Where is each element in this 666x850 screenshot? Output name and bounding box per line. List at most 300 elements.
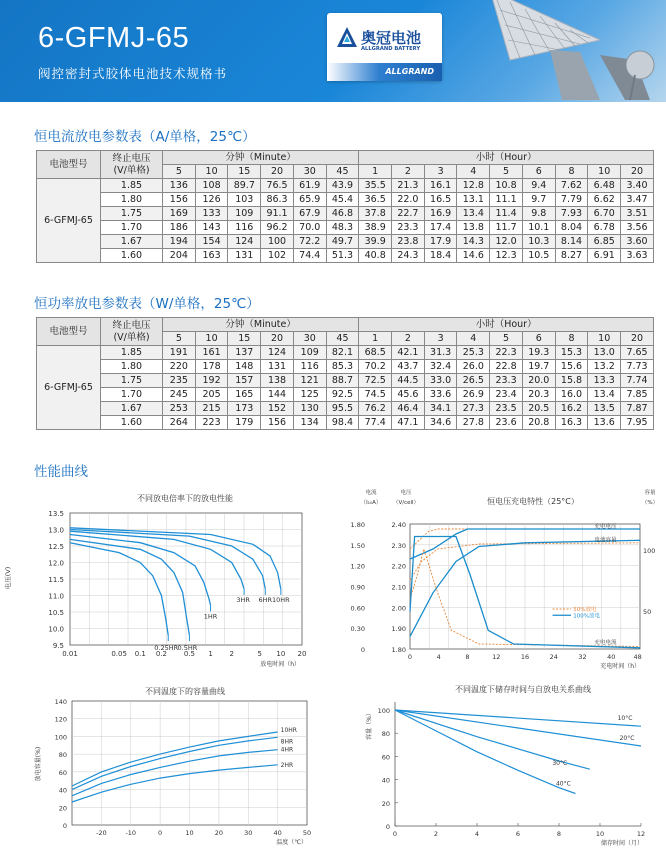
chart2-x-tick: 32 [578, 653, 587, 661]
table-cell: 3.56 [621, 221, 654, 235]
chart1-y-tick: 10.5 [48, 609, 64, 617]
hour-header: 8 [555, 332, 588, 346]
chart3-title: 不同温度下的容量曲线 [145, 687, 225, 696]
table-cell: 16.3 [555, 416, 588, 430]
table-row [37, 193, 654, 207]
chart1-x-tick: 2 [229, 650, 234, 658]
minute-header: 10 [195, 332, 228, 346]
chart2-x-tick: 4 [436, 653, 441, 661]
chart2-current-tick: 0.30 [350, 625, 365, 634]
chart2-current-tick: 0 [360, 646, 365, 654]
chart3-x-tick: 30 [244, 829, 253, 837]
chart2-voltage-tick: 2.40 [391, 521, 406, 529]
table-cell: 23.8 [392, 235, 425, 249]
chart4-y-tick: 20 [381, 799, 390, 808]
minute-header: 15 [228, 332, 261, 346]
chart3-x-tick: 40 [273, 829, 282, 837]
table-cell: 86.3 [261, 193, 294, 207]
minute-header: 20 [261, 165, 294, 179]
table-cell: 6.78 [588, 221, 621, 235]
table-cell: 10.3 [522, 235, 555, 249]
chart2-voltage-tick: 1.80 [391, 646, 406, 654]
table-cell: 1.60 [101, 249, 163, 263]
table-cell: 15.3 [555, 346, 588, 360]
table-row [37, 416, 654, 430]
table-cell: 7.79 [555, 193, 588, 207]
chart3-x-tick: -10 [125, 829, 137, 837]
chart2-current-unit: （I₁₀A） [360, 500, 382, 506]
table-cell: 12.3 [490, 249, 523, 263]
table-row [37, 235, 654, 249]
chart1-x-tick: 1 [208, 650, 213, 658]
table-cell: 161 [195, 346, 228, 360]
table-cell: 15.6 [555, 360, 588, 374]
table-cell: 179 [228, 416, 261, 430]
chart3-x-tick: 0 [158, 829, 163, 837]
table-cell: 156 [261, 416, 294, 430]
table-cell: 3.40 [621, 179, 654, 193]
chart4-y-tick: 80 [381, 730, 390, 739]
table-cell: 48.3 [326, 221, 359, 235]
table-cell: 72.5 [359, 374, 392, 388]
table-cell: 33.0 [424, 374, 457, 388]
chart1-series-label: 0.5HR [177, 644, 198, 653]
performance-section-title: 性能曲线 [34, 464, 88, 480]
chart4-x-tick: 6 [515, 830, 521, 838]
table-cell: 143 [195, 221, 228, 235]
table-cell: 34.1 [424, 402, 457, 416]
self-discharge-chart [333, 680, 666, 850]
table-cell: 1.70 [101, 221, 163, 235]
chart2-capacity-curve-label: 电池容量 [594, 537, 617, 544]
chart2-voltage-curve-label: 充电电压 [594, 523, 617, 530]
table-cell: 169 [163, 207, 196, 221]
chart2-x-label: 充电时间（h） [600, 663, 640, 670]
chart4-title: 不同温度下储存时间与自放电关系曲线 [455, 685, 591, 694]
chart3-x-label: 温度（℃） [276, 839, 307, 846]
chart3-series-label: 8HR [280, 738, 294, 746]
logo-text-en: ALLGRAND BATTERY [361, 46, 421, 52]
col-header-voltage [101, 318, 163, 346]
table-cell: 15.8 [555, 374, 588, 388]
table-cell: 70.0 [293, 221, 326, 235]
col-group-hour: 小时（Hour） [359, 318, 654, 332]
chart3-series-label: 10HR [280, 727, 297, 734]
table-row [37, 179, 654, 193]
table-cell: 25.3 [457, 346, 490, 360]
table-cell: 35.5 [359, 179, 392, 193]
chart2-x-tick: 8 [465, 653, 470, 661]
table-cell: 33.6 [424, 388, 457, 402]
table-cell: 96.2 [261, 221, 294, 235]
chart4-x-tick: 8 [556, 830, 562, 838]
chart2-voltage-tick: 1.90 [391, 625, 406, 634]
table-cell: 3.63 [621, 249, 654, 263]
chart2-current-tick: 0.60 [350, 604, 365, 613]
chart2-legend-label: 50%放电 [573, 607, 597, 613]
chart4-y-tick: 60 [381, 753, 390, 762]
table-cell: 16.2 [555, 402, 588, 416]
table-cell: 16.9 [424, 207, 457, 221]
constant-current-table [36, 150, 654, 263]
table-cell: 20.3 [522, 388, 555, 402]
chart1-series-label: 6HR [258, 595, 273, 604]
chart2-voltage-label: 电压 [400, 490, 412, 496]
table-cell: 27.8 [457, 416, 490, 430]
table-cell: 7.73 [621, 360, 654, 374]
chart1-y-tick: 13.0 [48, 526, 64, 535]
chart4-series-label: 10°C [617, 715, 633, 723]
table-cell: 14.6 [457, 249, 490, 263]
table-cell: 7.85 [621, 388, 654, 402]
table-cell: 45.6 [392, 388, 425, 402]
table-cell: 16.0 [555, 388, 588, 402]
table-cell: 22.8 [490, 360, 523, 374]
chart3-y-tick: 120 [54, 715, 67, 724]
minute-header: 20 [261, 332, 294, 346]
chart3-x-tick: 20 [214, 829, 224, 837]
table-cell: 154 [195, 235, 228, 249]
minute-header: 15 [228, 165, 261, 179]
table-cell: 11.1 [490, 193, 523, 207]
table-cell: 148 [228, 360, 261, 374]
hour-header: 2 [392, 332, 425, 346]
table-cell: 8.14 [555, 235, 588, 249]
col-header-model: 电池型号 [37, 318, 101, 346]
table-cell: 1.85 [101, 179, 163, 193]
table-cell: 6.91 [588, 249, 621, 263]
chart3-y-tick: 60 [58, 768, 67, 777]
table-cell: 43.7 [392, 360, 425, 374]
minute-header: 5 [163, 165, 196, 179]
chart4-x-tick: 4 [474, 830, 480, 838]
table-cell: 13.1 [457, 193, 490, 207]
table-cell: 1.75 [101, 207, 163, 221]
table-cell: 1.60 [101, 416, 163, 430]
chart1-series-label: 0.25HR [154, 644, 179, 653]
hour-header: 3 [424, 332, 457, 346]
table-cell: 1.80 [101, 360, 163, 374]
chart2-x-tick: 24 [549, 653, 558, 661]
hour-header: 4 [457, 165, 490, 179]
table-row [37, 388, 654, 402]
table-cell: 43.9 [326, 179, 359, 193]
table-cell: 23.6 [490, 416, 523, 430]
chart1-series-label: 1HR [203, 612, 218, 621]
constant-power-table [36, 317, 654, 430]
table-cell: 102 [261, 249, 294, 263]
col-group-minute: 分钟（Minute） [163, 318, 359, 332]
hour-header: 8 [555, 165, 588, 179]
table-cell: 253 [163, 402, 196, 416]
minute-header: 5 [163, 332, 196, 346]
chart2-voltage-tick: 2.10 [391, 583, 406, 592]
col-header-voltage-label: 终止电压 [112, 319, 151, 331]
table-cell: 165 [228, 388, 261, 402]
chart3-series-label: 4HR [280, 746, 294, 754]
table-cell: 13.0 [588, 346, 621, 360]
table-cell: 67.9 [293, 207, 326, 221]
chart4-series-line [395, 710, 575, 794]
table-row [37, 402, 654, 416]
table-cell: 89.7 [228, 179, 261, 193]
table-cell: 9.4 [522, 179, 555, 193]
table-cell: 14.3 [457, 235, 490, 249]
table-cell: 44.5 [392, 374, 425, 388]
table-cell: 6.85 [588, 235, 621, 249]
table-cell: 13.2 [588, 360, 621, 374]
page-subtitle: 阀控密封式胶体电池技术规格书 [38, 66, 228, 81]
table-cell: 125 [293, 388, 326, 402]
chart1-x-tick: 10 [276, 650, 286, 658]
table-cell: 194 [163, 235, 196, 249]
table-cell: 1.67 [101, 402, 163, 416]
table-cell: 39.9 [359, 235, 392, 249]
table-cell: 191 [163, 346, 196, 360]
chart3-x-tick: 10 [185, 829, 194, 837]
hour-header: 6 [522, 165, 555, 179]
hour-header: 4 [457, 332, 490, 346]
chart1-x-tick: 0.1 [134, 650, 146, 658]
col-header-voltage [101, 151, 163, 179]
table-cell: 1.75 [101, 374, 163, 388]
chart4-series-label: 30°C [552, 760, 568, 768]
table-cell: 26.9 [457, 388, 490, 402]
table-cell: 22.3 [490, 346, 523, 360]
col-group-hour: 小时（Hour） [359, 151, 654, 165]
table-cell: 11.4 [490, 207, 523, 221]
table-cell: 6.48 [588, 179, 621, 193]
table-cell: 204 [163, 249, 196, 263]
model-cell: 6-GFMJ-65 [37, 346, 101, 430]
table-cell: 3.51 [621, 207, 654, 221]
table-cell: 26.5 [457, 374, 490, 388]
table-cell: 220 [163, 360, 196, 374]
table-cell: 215 [195, 402, 228, 416]
table-cell: 26.0 [457, 360, 490, 374]
table-cell: 116 [228, 221, 261, 235]
table-cell: 70.2 [359, 360, 392, 374]
chart2-x-tick: 40 [607, 653, 616, 661]
chart2-x-tick: 16 [520, 653, 530, 661]
model-cell: 6-GFMJ-65 [37, 179, 101, 263]
table-cell: 1.80 [101, 193, 163, 207]
minute-header: 10 [195, 165, 228, 179]
table-cell: 23.3 [490, 374, 523, 388]
chart1-x-tick: 0.05 [111, 650, 127, 658]
table-cell: 37.8 [359, 207, 392, 221]
table-cell: 92.5 [326, 388, 359, 402]
hour-header: 20 [621, 332, 654, 346]
table-cell: 7.65 [621, 346, 654, 360]
table-cell: 76.2 [359, 402, 392, 416]
table-cell: 45.4 [326, 193, 359, 207]
table-cell: 65.9 [293, 193, 326, 207]
table-row [37, 346, 654, 360]
chart2-current-tick: 1.80 [350, 521, 365, 529]
chart2-voltage-tick: 2.00 [391, 604, 406, 613]
col-header-voltage-unit: (V/单格) [113, 331, 150, 343]
table-cell: 6.62 [588, 193, 621, 207]
table-cell: 22.0 [392, 193, 425, 207]
table-cell: 235 [163, 374, 196, 388]
chart2-current-tick: 1.20 [350, 562, 365, 571]
hour-header: 10 [588, 332, 621, 346]
table-cell: 173 [228, 402, 261, 416]
table-cell: 3.60 [621, 235, 654, 249]
chart4-x-tick: 12 [636, 830, 646, 838]
table-cell: 20.0 [522, 374, 555, 388]
table-cell: 23.3 [392, 221, 425, 235]
table-cell: 138 [261, 374, 294, 388]
table-cell: 178 [195, 360, 228, 374]
chart2-x-tick: 48 [633, 653, 642, 661]
chart3-y-tick: 0 [62, 822, 67, 830]
table-cell: 61.9 [293, 179, 326, 193]
col-header-voltage-label: 终止电压 [112, 152, 151, 164]
table-cell: 20.8 [522, 416, 555, 430]
table-cell: 156 [163, 193, 196, 207]
chart2-current-curve-label: 充电电流 [594, 640, 617, 646]
table-cell: 1.85 [101, 346, 163, 360]
table-cell: 7.87 [621, 402, 654, 416]
table-cell: 157 [228, 374, 261, 388]
table-row [37, 360, 654, 374]
table-cell: 16.1 [424, 179, 457, 193]
chart4-x-tick: 0 [392, 830, 398, 838]
table-cell: 20.5 [522, 402, 555, 416]
col-header-model: 电池型号 [37, 151, 101, 179]
table-cell: 40.8 [359, 249, 392, 263]
chart4-y-tick: 0 [385, 823, 390, 831]
minute-header: 45 [326, 165, 359, 179]
table-cell: 10.1 [522, 221, 555, 235]
table-cell: 131 [228, 249, 261, 263]
hour-header: 2 [392, 165, 425, 179]
table-cell: 17.4 [424, 221, 457, 235]
temperature-capacity-chart [0, 684, 333, 850]
chart3-y-tick: 140 [54, 698, 67, 706]
table-cell: 124 [228, 235, 261, 249]
chart1-y-tick: 12.5 [48, 543, 64, 551]
table-cell: 124 [261, 346, 294, 360]
table-cell: 76.5 [261, 179, 294, 193]
table-cell: 134 [293, 416, 326, 430]
chart1-y-label: 电压(V) [4, 566, 12, 590]
table-cell: 98.4 [326, 416, 359, 430]
table-cell: 144 [261, 388, 294, 402]
chart3-x-tick: -20 [96, 829, 107, 837]
table-cell: 163 [195, 249, 228, 263]
chart3-y-tick: 100 [54, 733, 67, 742]
table-cell: 136 [163, 179, 196, 193]
table-cell: 131 [261, 360, 294, 374]
chart3-y-tick: 40 [58, 786, 67, 795]
table-cell: 88.7 [326, 374, 359, 388]
chart2-voltage-tick: 2.20 [391, 562, 406, 571]
chart1-series-label: 3HR [236, 595, 250, 604]
table-cell: 7.95 [621, 416, 654, 430]
chart2-capacity-unit: （%） [641, 500, 659, 506]
table-cell: 46.4 [392, 402, 425, 416]
logo-band [327, 63, 442, 81]
table-cell: 13.4 [588, 388, 621, 402]
chart2-current-tick: 0.90 [350, 583, 365, 592]
table-cell: 72.2 [293, 235, 326, 249]
chart2-title: 恒电压充电特性（25°C） [487, 497, 579, 506]
chart1-y-tick: 13.5 [48, 510, 64, 518]
table-cell: 82.1 [326, 346, 359, 360]
table-cell: 7.93 [555, 207, 588, 221]
chart1-x-tick: 0.2 [155, 650, 168, 658]
brand-logo [327, 13, 442, 81]
table-cell: 19.7 [522, 360, 555, 374]
chart2-current-label: 电流 [365, 490, 377, 496]
satellite-dish-image [450, 0, 666, 102]
table-cell: 32.4 [424, 360, 457, 374]
chart2-x-tick: 0 [407, 653, 413, 661]
table-cell: 12.0 [490, 235, 523, 249]
table-cell: 7.74 [621, 374, 654, 388]
hour-header: 1 [359, 332, 392, 346]
chart2-capacity-tick: 50 [643, 608, 652, 616]
chart3-y-tick: 20 [58, 804, 67, 813]
table-cell: 13.3 [588, 374, 621, 388]
table-cell: 121 [293, 374, 326, 388]
table-cell: 22.7 [392, 207, 425, 221]
table-cell: 38.9 [359, 221, 392, 235]
chart3-series-label: 2HR [280, 761, 294, 769]
table-cell: 9.8 [522, 207, 555, 221]
table-cell: 223 [195, 416, 228, 430]
table-cell: 13.8 [457, 221, 490, 235]
chart4-x-label: 储存时间（月） [600, 840, 643, 847]
chart1-y-tick: 11.0 [48, 592, 64, 601]
table-cell: 205 [195, 388, 228, 402]
table-cell: 77.4 [359, 416, 392, 430]
chart2-voltage-tick: 2.30 [391, 541, 406, 550]
charge-characteristic-chart [333, 484, 666, 676]
chart3-y-label: 放电容量(%) [35, 746, 42, 782]
table1-title: 恒电流放电参数表（A/单格，25℃） [34, 129, 256, 145]
hour-header: 20 [621, 165, 654, 179]
discharge-rate-chart [0, 488, 333, 676]
chart2-legend-label: 100%放电 [573, 613, 601, 620]
table-cell: 13.6 [588, 416, 621, 430]
table-cell: 1.67 [101, 235, 163, 249]
table-cell: 245 [163, 388, 196, 402]
chart1-title: 不同放电倍率下的放电性能 [137, 494, 233, 503]
minute-header: 45 [326, 332, 359, 346]
table-cell: 109 [293, 346, 326, 360]
table-cell: 11.7 [490, 221, 523, 235]
table-cell: 6.70 [588, 207, 621, 221]
table-cell: 186 [163, 221, 196, 235]
page-header [0, 0, 666, 102]
page-title: 6-GFMJ-65 [38, 22, 190, 54]
table-cell: 264 [163, 416, 196, 430]
table-cell: 9.7 [522, 193, 555, 207]
table-cell: 137 [228, 346, 261, 360]
chart1-y-tick: 10.0 [48, 625, 64, 634]
table-cell: 8.04 [555, 221, 588, 235]
table-cell: 68.5 [359, 346, 392, 360]
hour-header: 3 [424, 165, 457, 179]
table-cell: 130 [293, 402, 326, 416]
table-cell: 192 [195, 374, 228, 388]
table-cell: 24.3 [392, 249, 425, 263]
table-cell: 23.4 [490, 388, 523, 402]
